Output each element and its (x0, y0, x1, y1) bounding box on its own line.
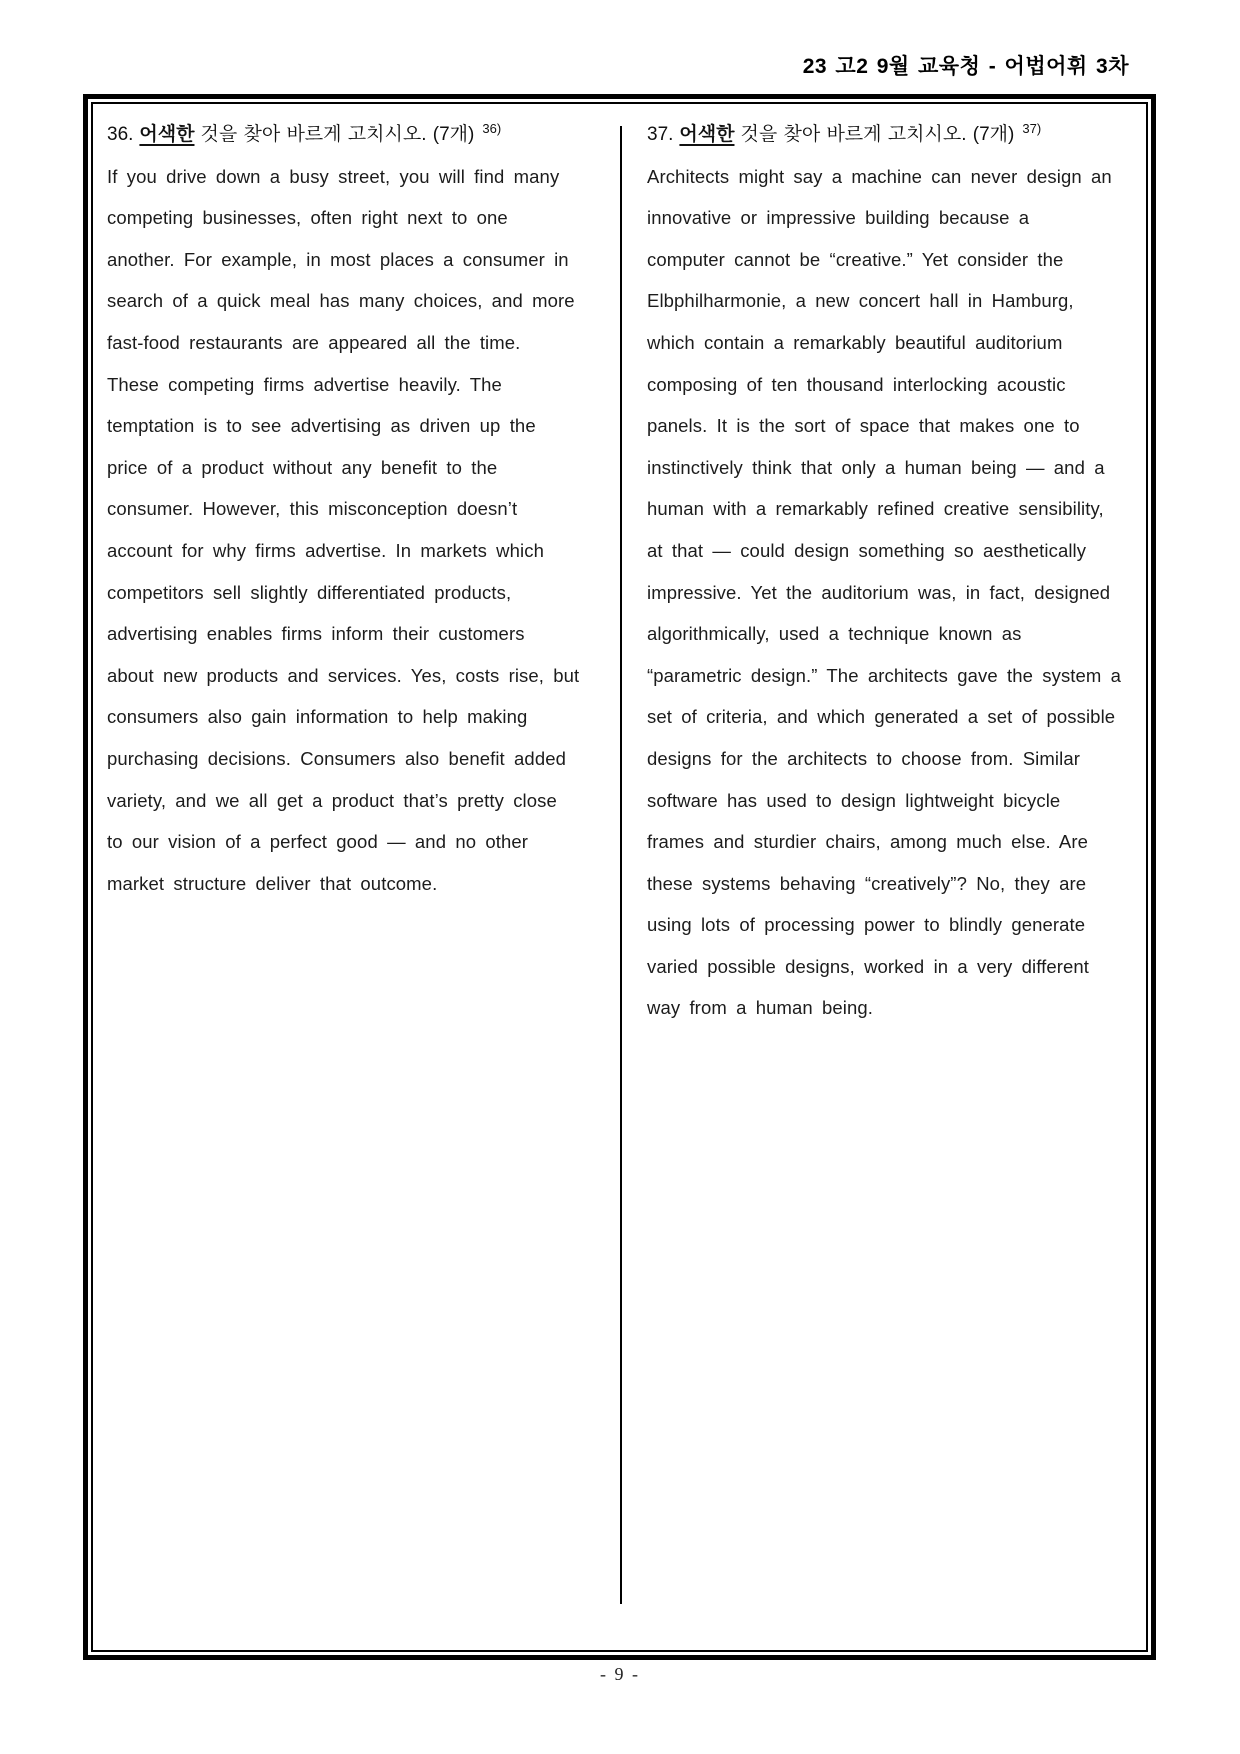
passage-line: software has used to design lightweight bicycle (647, 789, 1061, 811)
passage-line: at that — could design something so aesthetically (647, 539, 1087, 561)
footnote-mark: 37) (1022, 121, 1042, 136)
passage-line: computer cannot be “creative.” Yet consider the (647, 248, 1064, 270)
passage-line: If you drive down a busy street, you will find many (107, 165, 560, 187)
passage-line: fast-food restaurants are appeared all the time. (107, 331, 521, 353)
question-number: 37. (647, 124, 674, 145)
page-border-frame-inner (91, 102, 1148, 1652)
exam-header-title: 23 고2 9월 교육청 - 어법어휘 3차 (802, 55, 1129, 78)
passage-line: search of a quick meal has many choices, and more (107, 290, 575, 312)
question-36-heading (107, 108, 591, 156)
passage-line: Elbphilharmonie, a new concert hall in Hamburg, (647, 290, 1074, 312)
passage-line: varied possible designs, worked in a very different (647, 955, 1090, 977)
passage-line: instinctively think that only a human being — and a (647, 456, 1105, 478)
question-prompt: 것을 찾아 바르게 고치시오. (7개) (740, 124, 1015, 145)
passage-line: purchasing decisions. Consumers also benefit added (107, 747, 566, 769)
passage-line: account for why firms advertise. In markets which (107, 539, 544, 561)
passage-line: consumer. However, this misconception doesn’t (107, 498, 518, 520)
passage-line: another. For example, in most places a consumer in (107, 248, 569, 270)
question-number: 36. (107, 124, 134, 145)
passage-line: temptation is to see advertising as driven up the (107, 415, 536, 437)
passage-line: variety, and we all get a product that’s pretty close (107, 789, 557, 811)
question-keyword: 어색한 (139, 124, 195, 145)
question-keyword: 어색한 (679, 124, 735, 145)
column-divider (620, 126, 622, 1604)
question-prompt: 것을 찾아 바르게 고치시오. (7개) (200, 124, 475, 145)
passage-line: Architects might say a machine can never design an (647, 165, 1112, 187)
passage-line: algorithmically, used a technique known as (647, 623, 1022, 645)
passage-line: way from a human being. (647, 997, 874, 1019)
passage-line: set of criteria, and which generated a set of possible (647, 706, 1116, 728)
passage-line: to our vision of a perfect good — and no other (107, 831, 529, 853)
passage-line: which contain a remarkably beautiful auditorium (647, 331, 1063, 353)
passage-line: designs for the architects to choose from. Similar (647, 747, 1080, 769)
question-36-column (107, 108, 591, 904)
passage-line: frames and sturdier chairs, among much else. Are (647, 831, 1089, 853)
passage-line: about new products and services. Yes, costs rise, but (107, 664, 580, 686)
question-37-heading (647, 108, 1131, 156)
question-37-column (647, 108, 1131, 1029)
page-number: - 9 - (600, 1664, 640, 1684)
passage-line: using lots of processing power to blindly generate (647, 914, 1086, 936)
passage-line: These competing firms advertise heavily. The (107, 373, 502, 395)
passage-line: impressive. Yet the auditorium was, in fact, designed (647, 581, 1111, 603)
passage-line: panels. It is the sort of space that makes one to (647, 415, 1080, 437)
passage-line: consumers also gain information to help making (107, 706, 528, 728)
passage-line: advertising enables firms inform their customers (107, 623, 525, 645)
passage-line: innovative or impressive building because a (647, 207, 1030, 229)
passage-line: “parametric design.” The architects gave the system a (647, 664, 1122, 686)
passage-line: composing of ten thousand interlocking acoustic (647, 373, 1066, 395)
passage-line: human with a remarkably refined creative sensibility, (647, 498, 1104, 520)
passage-line: these systems behaving “creatively”? No, they are (647, 872, 1087, 894)
footnote-mark: 36) (482, 121, 502, 136)
passage-line: competitors sell slightly differentiated products, (107, 581, 512, 603)
passage-line: market structure deliver that outcome. (107, 872, 438, 894)
page-border-frame (83, 94, 1156, 1660)
passage-line: competing businesses, often right next to one (107, 207, 508, 229)
passage-line: price of a product without any benefit to the (107, 456, 498, 478)
